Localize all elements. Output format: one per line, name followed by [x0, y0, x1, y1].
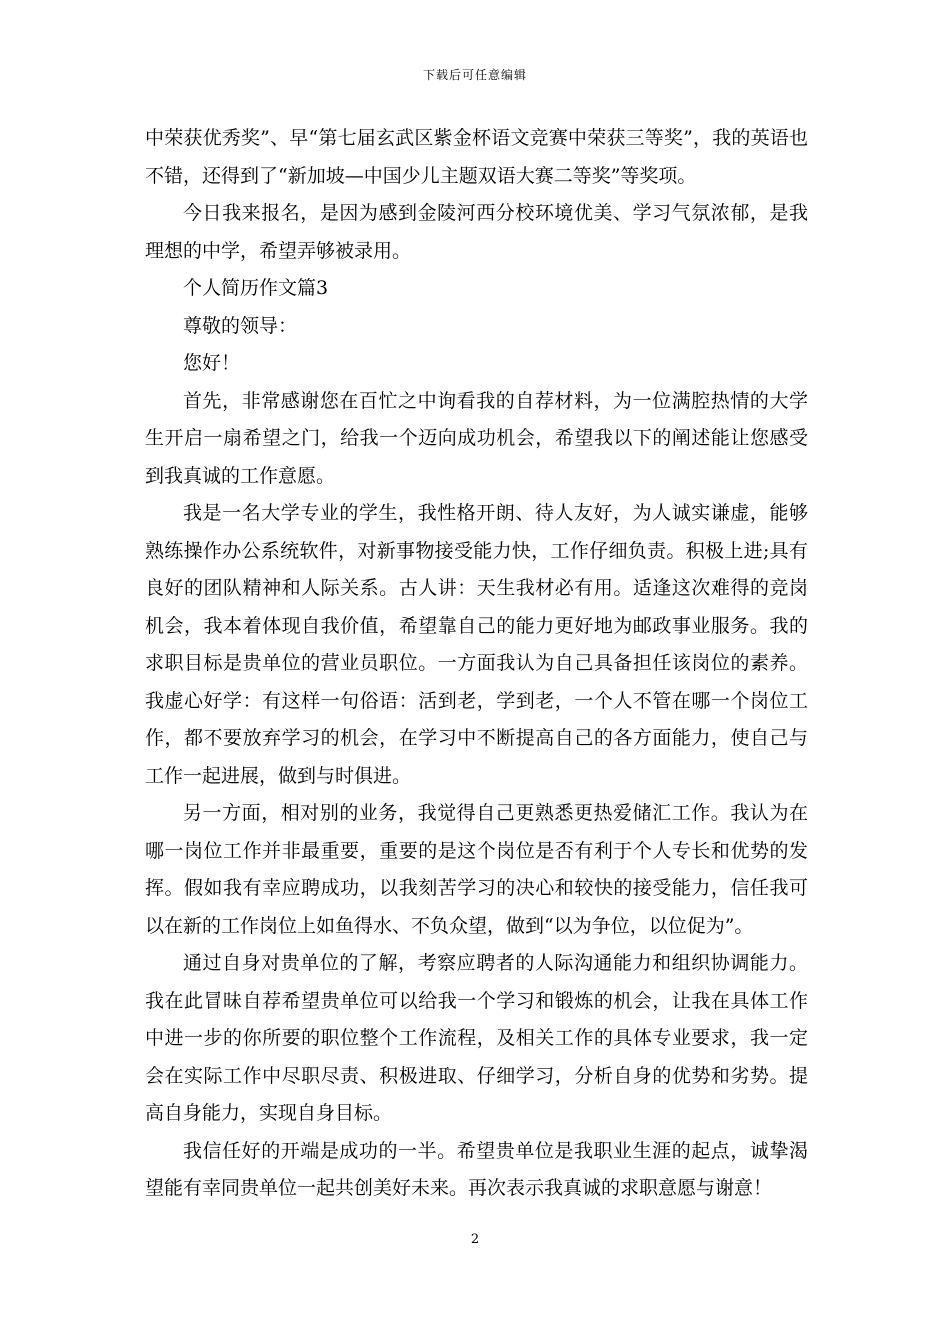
paragraph-closing: 我信任好的开端是成功的一半。希望贵单位是我职业生涯的起点，诚挚渴望能有幸同贵单位一起共创美好未来。再次表示我真诚的求职意愿与谢意！ — [145, 1139, 808, 1199]
paragraph-other-aspect: 另一方面，相对别的业务，我觉得自己更熟悉更热爱储汇工作。我认为在哪一岗位工作并非最重要，重要的是这个岗位是否有利于个人专长和优势的发挥。假如我有幸应聘成功，以我刻苦学习的决心和较快的接受能力，信任我可以在新的工作岗位上如鱼得水、不负众望，做到“以为争位，以位促为”。 — [145, 802, 808, 937]
page-number: 2 — [470, 1232, 480, 1247]
paragraph-understanding: 通过自身对贵单位的了解，考察应聘者的人际沟通能力和组织协调能力。我在此冒昧自荐希望贵单位可以给我一个学习和锻炼的机会，让我在具体工作中进一步的你所要的职位整个工作流程，及相关工作的具体专业要求，我一定会在实际工作中尽职尽责、积极进取、仔细学习，分析自身的优势和劣势。提高自身能力，实现自身目标。 — [145, 952, 808, 1124]
section-title: 个人简历作文篇3 — [183, 277, 329, 299]
paragraph-self-description: 我是一名大学专业的学生，我性格开朗、待人友好，为人诚实谦虚，能够熟练操作办公系统软件，对新事物接受能力快，工作仔细负责。积极上进;具有良好的团队精神和人际关系。古人讲：天生我材必有用。适逢这次难得的竞岗机会，我本着体现自我价值，希望靠自己的能力更好地为邮政事业服务。我的求职目标是贵单位的营业员职位。一方面我认为自己具备担任该岗位的素养。我虚心好学：有这样一句俗语：活到老，学到老，一个人不管在哪一个岗位工作，都不要放弃学习的机会，在学习中不断提高自己的各方面能力，使自己与工作一起进展，做到与时俱进。 — [145, 502, 808, 787]
document-body — [145, 120, 808, 1208]
paragraph-registration: 今日我来报名，是因为感到金陵河西分校环境优美、学习气氛浓郁，是我理想的中学，希望弄够被录用。 — [145, 202, 808, 262]
paragraph-continued: 中荣获优秀奖”、早“第七届玄武区紫金杯语文竞赛中荣获三等奖”，我的英语也不错，还得到了“新加坡—中国少儿主题双语大赛二等奖”等奖项。 — [145, 127, 808, 187]
salutation: 尊敬的领导： — [183, 314, 298, 337]
greeting: 您好！ — [183, 352, 241, 374]
page-header: 下载后可任意编辑 — [422, 68, 527, 82]
paragraph-intro: 首先，非常感谢您在百忙之中询看我的自荐材料，为一位满腔热情的大学生开启一扇希望之门，给我一个迈向成功机会，希望我以下的阐述能让您感受到我真诚的工作意愿。 — [145, 389, 808, 487]
